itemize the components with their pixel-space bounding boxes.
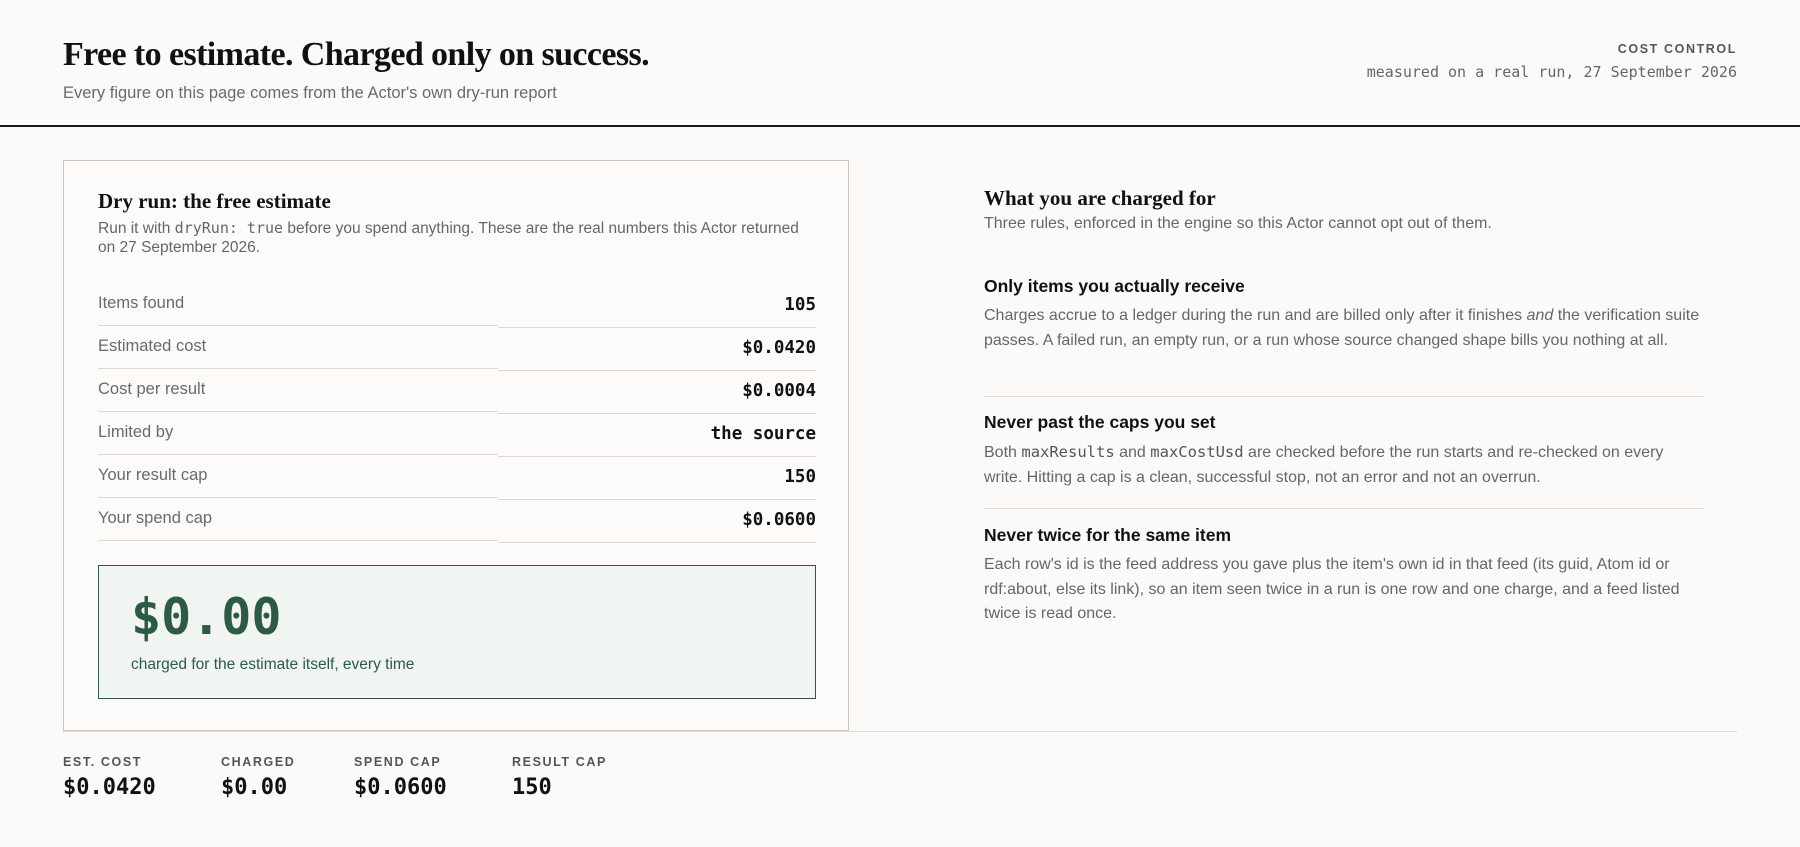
rule-body-before: Both	[984, 444, 1022, 461]
rule-only-received	[984, 276, 1704, 353]
rule-body: Each row's id is the feed address you gave plus the item's own id in that feed (its guid, Atom id or rdf:about, else its link), so an item seen twice in a run is one row and one charge, and a feed listed twice is read once.	[984, 556, 1680, 622]
free-amount: $0.00	[131, 588, 282, 646]
measured-note: measured on a real run, 27 September 2026	[1366, 63, 1737, 81]
page-subtitle: Every figure on this page comes from the Actor's own dry-run report	[63, 84, 557, 102]
estimate-table	[98, 283, 816, 541]
row-value: 150	[784, 467, 816, 487]
row-label: Your result cap	[98, 466, 208, 484]
stat-est-cost	[63, 755, 156, 800]
stat-label: RESULT CAP	[512, 755, 607, 769]
stat-value: $0.00	[221, 775, 288, 800]
row-label: Estimated cost	[98, 337, 207, 355]
stat-value: 150	[512, 775, 552, 800]
row-label: Your spend cap	[98, 509, 213, 527]
rule-code-max-cost: maxCostUsd	[1150, 443, 1244, 461]
page-title: Free to estimate. Charged only on success.	[63, 36, 650, 73]
dry-run-description	[98, 219, 818, 257]
rule-title: Only items you actually receive	[984, 276, 1245, 296]
row-value: $0.0004	[742, 381, 816, 401]
stat-label: SPEND CAP	[354, 755, 442, 769]
stat-label: EST. COST	[63, 755, 142, 769]
dry-run-title: Dry run: the free estimate	[98, 189, 331, 213]
estimate-row-spend-cap	[98, 498, 816, 541]
rule-code-max-results: maxResults	[1021, 443, 1115, 461]
rule-divider	[984, 508, 1704, 509]
dry-run-code: dryRun: true	[174, 219, 284, 237]
rule-body-after: the verification suite passes. A failed run, an empty run, or a run whose source changed shape bills you nothing at all.	[984, 307, 1700, 349]
rule-body-after: are checked before the run starts and re-checked on every write. Hitting a cap is a clean, successful stop, not an error and not an overrun.	[984, 444, 1664, 486]
stat-spend-cap	[354, 755, 447, 800]
estimate-row-estimated-cost	[98, 326, 816, 369]
rule-title: Never twice for the same item	[984, 525, 1232, 545]
stat-value: $0.0600	[354, 775, 447, 800]
free-note: charged for the estimate itself, every time	[131, 656, 415, 673]
stat-result-cap	[512, 755, 607, 800]
row-label: Limited by	[98, 423, 174, 441]
charge-rules	[984, 186, 1704, 622]
estimate-row-result-cap	[98, 455, 816, 498]
rules-title: What you are charged for	[984, 186, 1216, 210]
row-label: Items found	[98, 294, 185, 312]
estimate-row-cost-per-result	[98, 369, 816, 412]
rule-body-mid: and	[1114, 444, 1151, 461]
rule-body-before: Charges accrue to a ledger during the run and are billed only after it finishes	[984, 307, 1527, 324]
row-label: Cost per result	[98, 380, 206, 398]
page-header	[0, 0, 1800, 127]
rule-caps	[984, 412, 1704, 490]
stat-label: CHARGED	[221, 755, 296, 769]
stat-value: $0.0420	[63, 775, 156, 800]
row-value: $0.0600	[742, 510, 816, 530]
cost-control-eyebrow: COST CONTROL	[1617, 42, 1737, 56]
row-value: 105	[784, 295, 816, 315]
row-value: $0.0420	[742, 338, 816, 358]
rule-body-emphasis: and	[1526, 307, 1554, 324]
dry-run-desc-before: Run it with	[98, 220, 175, 237]
row-value: the source	[710, 424, 816, 444]
dry-run-desc-after: before you spend anything. These are the real numbers this Actor returned on 27 September 2026.	[98, 220, 799, 256]
rule-divider	[984, 396, 1704, 397]
estimate-row-limited-by	[98, 412, 816, 455]
dry-run-card	[63, 160, 849, 731]
footer-divider	[63, 731, 1737, 732]
estimate-row-items-found	[98, 283, 816, 326]
rule-body	[984, 440, 1704, 490]
free-estimate-callout	[98, 565, 816, 699]
rules-subtitle: Three rules, enforced in the engine so this Actor cannot opt out of them.	[984, 215, 1492, 232]
stat-charged	[221, 755, 295, 800]
rule-never-twice	[984, 525, 1704, 627]
rule-body	[984, 304, 1704, 353]
rule-title: Never past the caps you set	[984, 412, 1216, 432]
